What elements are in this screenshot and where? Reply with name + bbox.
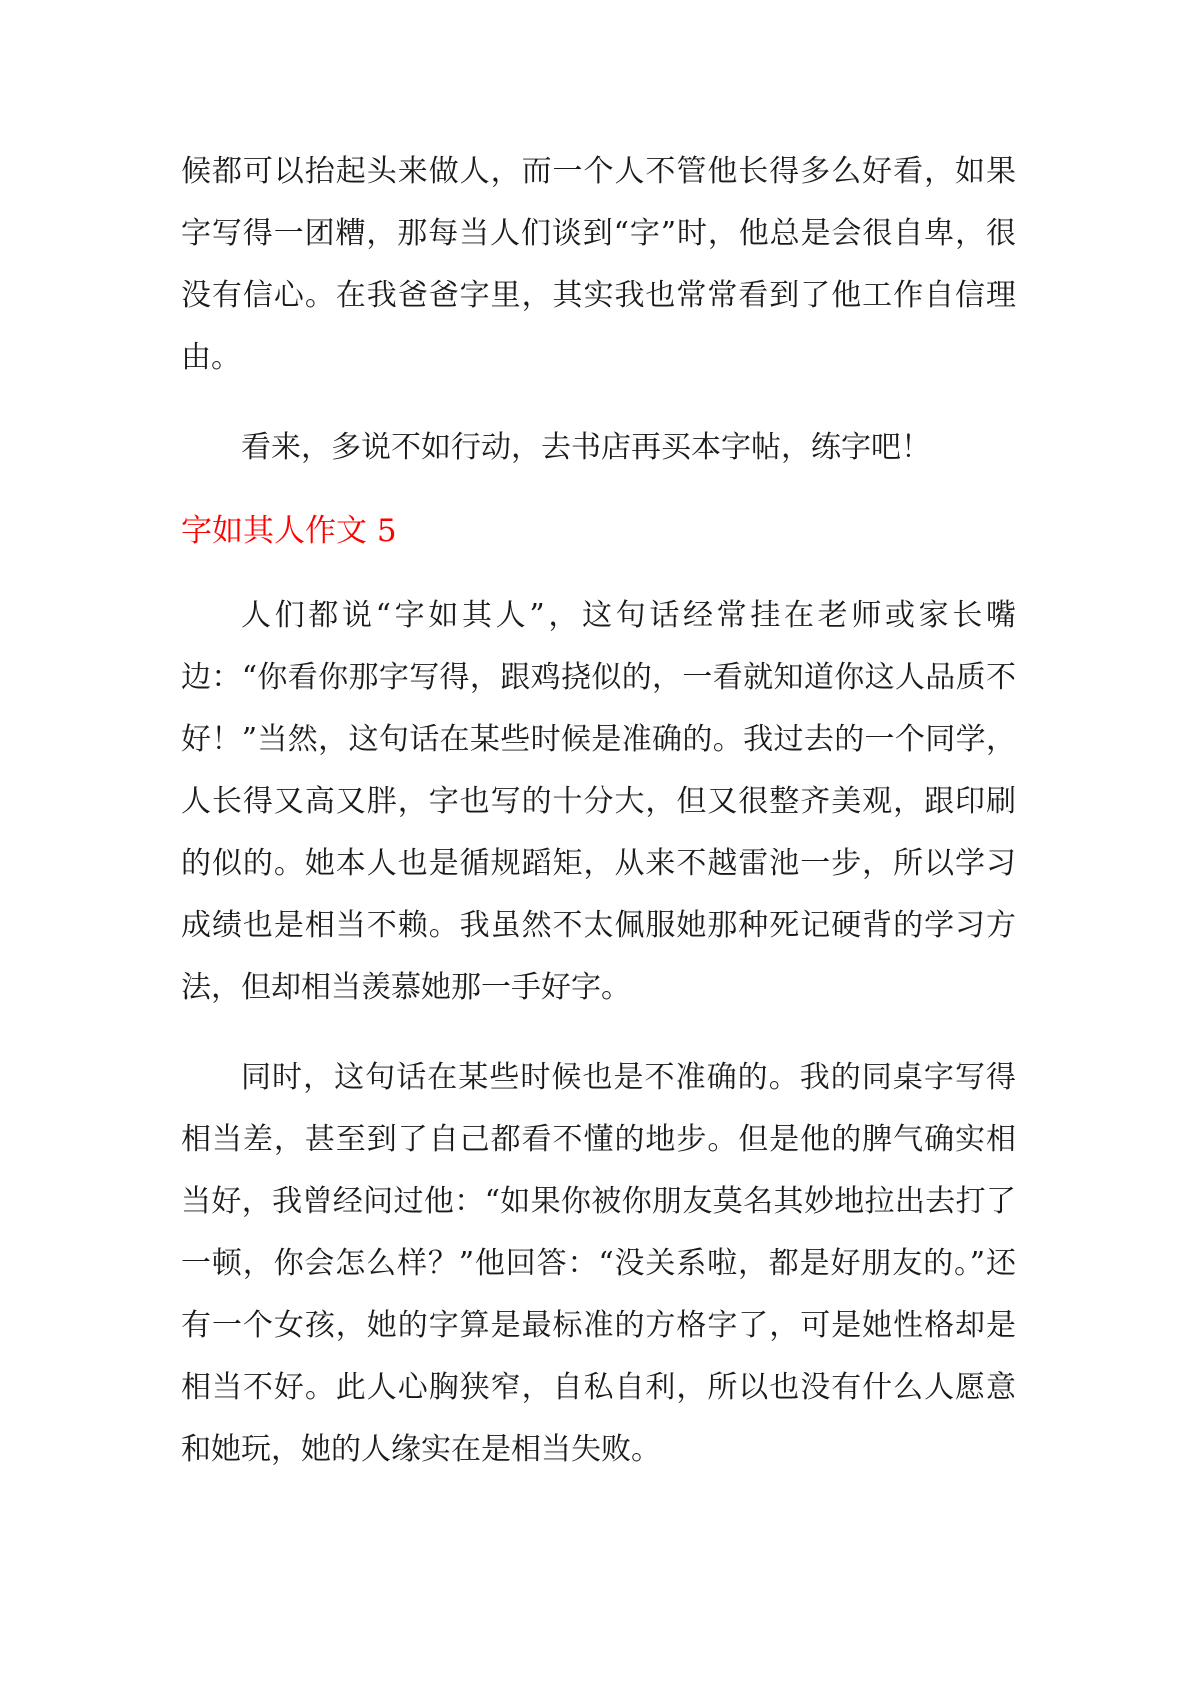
paragraph-conclusion: 看来，多说不如行动，去书店再买本字帖，练字吧！ (241, 430, 931, 465)
section-heading: 字如其人作文 5 (181, 513, 397, 549)
paragraph-continued: 候都可以抬起头来做人，而一个人不管他长得多么好看，如果字写得一团糟，那每当人们谈到“字”时，他总是会很自卑，很没有信心。在我爸爸字里，其实我也常常看到了他工作自信理由。 (181, 154, 1016, 375)
document-body (181, 141, 1016, 1481)
paragraph-1: 人们都说“字如其人”，这句话经常挂在老师或家长嘴边：“你看你那字写得，跟鸡挠似的，一看就知道你这人品质不好！”当然，这句话在某些时候是准确的。我过去的一个同学，人长得又高又胖，字也写的十分大，但又很整齐美观，跟印刷的似的。她本人也是循规蹈矩，从来不越雷池一步，所以学习成绩也是相当不赖。我虽然不太佩服她那种死记硬背的学习方法，但却相当羡慕她那一手好字。 (181, 598, 1016, 1005)
paragraph-2: 同时，这句话在某些时候也是不准确的。我的同桌字写得相当差，甚至到了自己都看不懂的地步。但是他的脾气确实相当好，我曾经问过他：“如果你被你朋友莫名其妙地拉出去打了一顿，你会怎么样？”他回答：“没关系啦，都是好朋友的。”还有一个女孩，她的字算是最标准的方格字了，可是她性格却是相当不好。此人心胸狭窄，自私自利，所以也没有什么人愿意和她玩，她的人缘实在是相当失败。 (181, 1060, 1016, 1467)
